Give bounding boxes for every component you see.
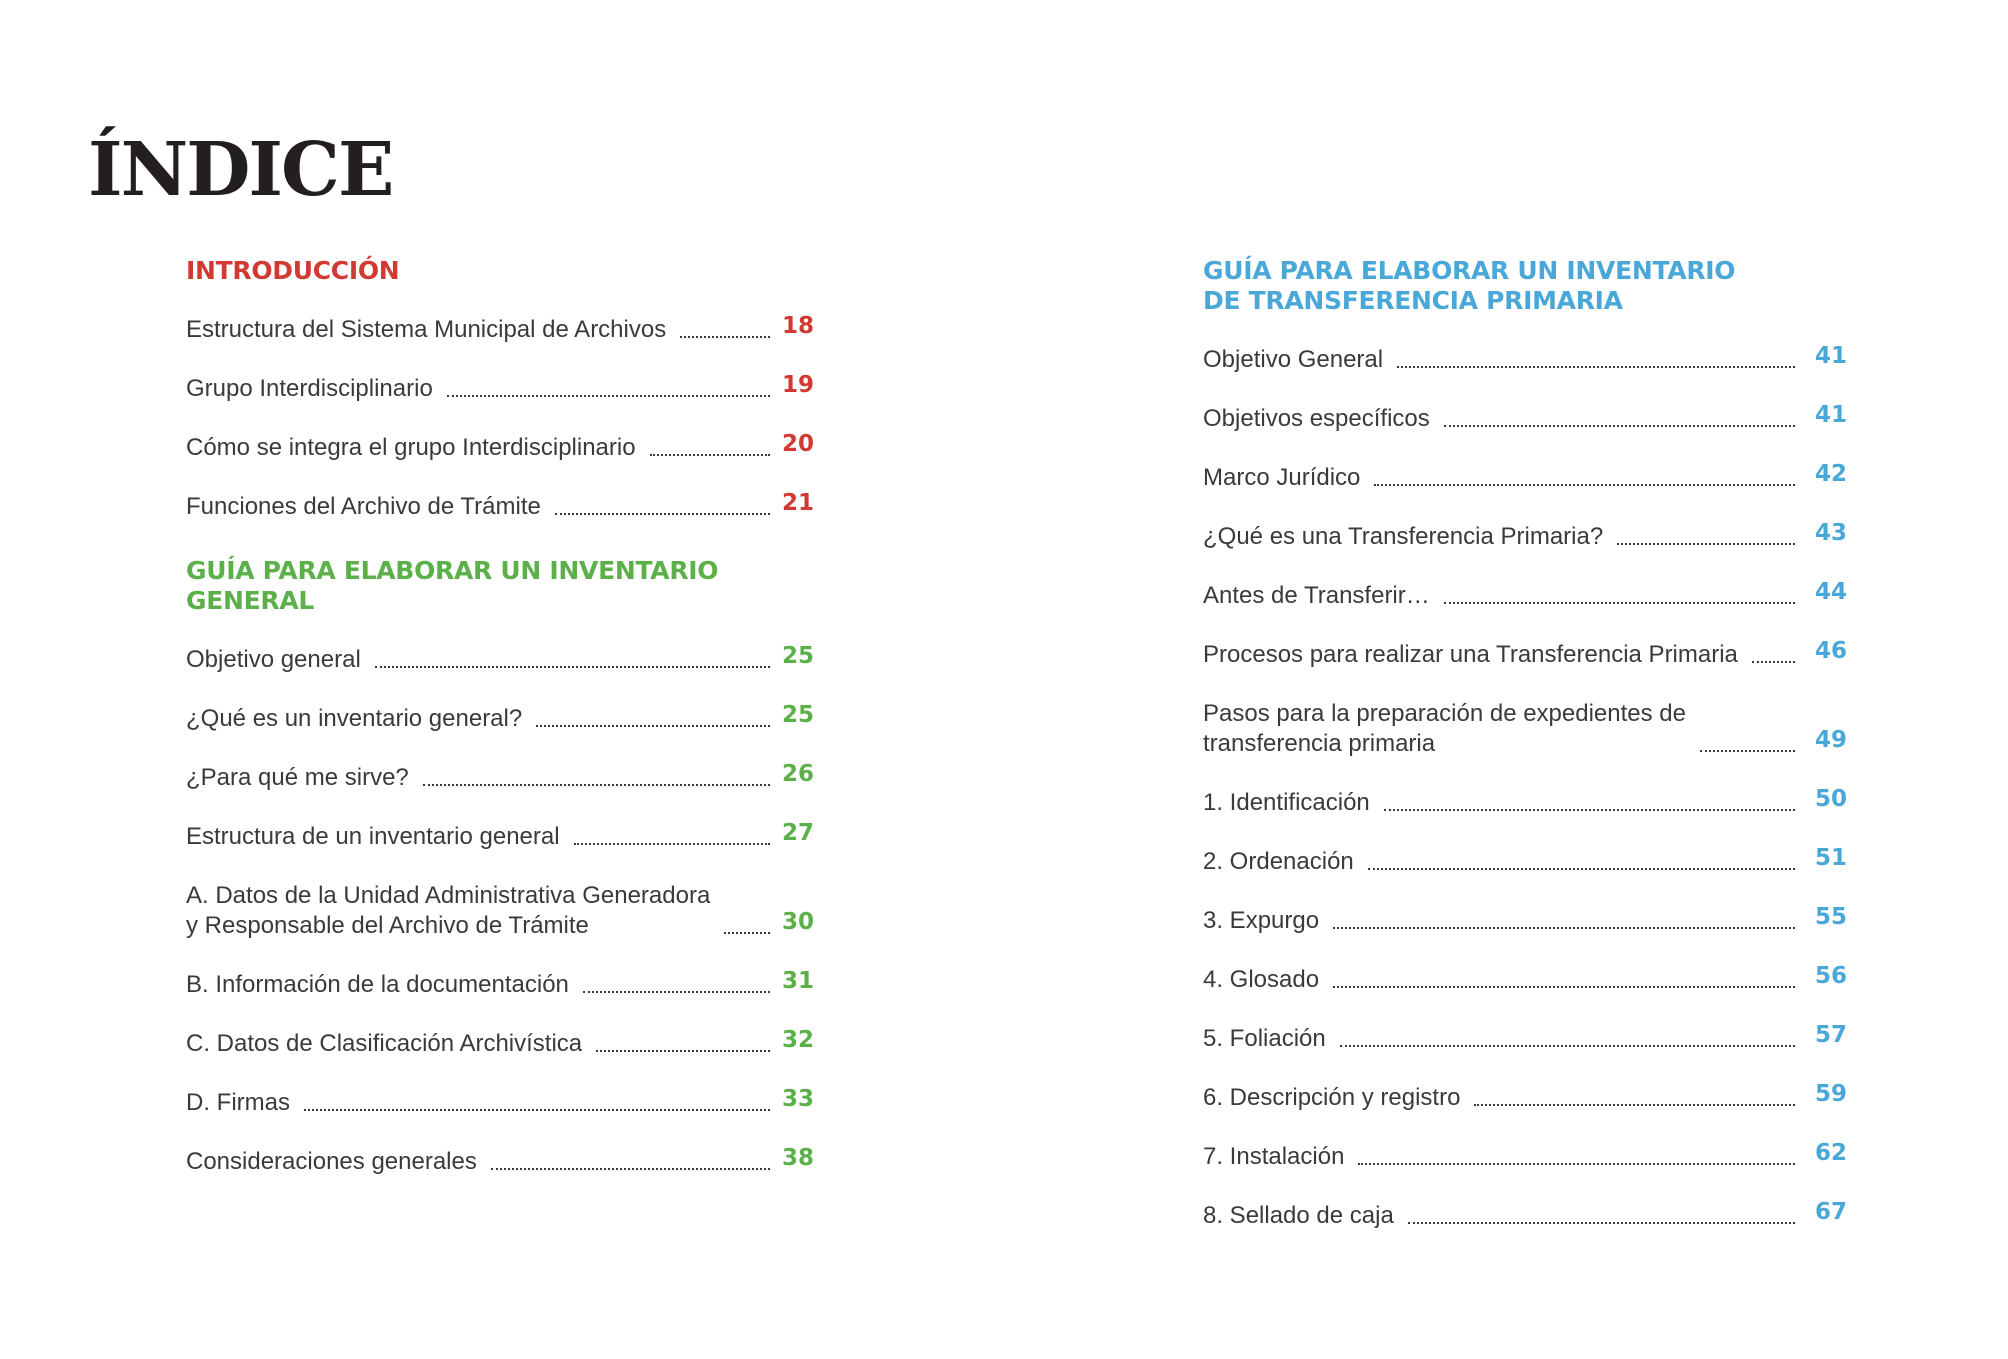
toc-entry[interactable] [1203, 463, 1851, 493]
toc-entry[interactable] [186, 822, 828, 852]
section-heading-introduction: INTRODUCCIÓN [186, 256, 400, 285]
toc-entry-text: Objetivo General [1203, 346, 1384, 373]
toc-entry-text: C. Datos de Clasificación Archivística [186, 1030, 583, 1057]
toc-entry[interactable] [186, 374, 828, 404]
toc-page-number: 49 [1815, 727, 1848, 753]
toc-page-number: 20 [782, 431, 815, 457]
toc-page-number: 43 [1815, 520, 1848, 546]
toc-page-number: 33 [782, 1086, 815, 1112]
toc-entry-text: Objetivos específicos [1203, 405, 1430, 432]
toc-dot-leader [375, 666, 770, 668]
toc-page-number: 26 [782, 761, 815, 787]
toc-page-number: 62 [1815, 1140, 1848, 1166]
page-title: ÍNDICE [88, 127, 393, 213]
toc-entry[interactable] [1203, 404, 1851, 434]
toc-entry-text: 8. Sellado de caja [1203, 1202, 1394, 1229]
toc-entry-text: 3. Expurgo [1203, 907, 1320, 934]
toc-page-number: 31 [782, 968, 815, 994]
toc-entry-text: Objetivo general [186, 646, 361, 673]
toc-entry[interactable] [186, 1088, 828, 1118]
toc-page-number: 27 [782, 820, 815, 846]
toc-dot-leader [1617, 543, 1795, 545]
toc-dot-leader [1700, 750, 1795, 752]
toc-dot-leader [1368, 868, 1795, 870]
toc-list-transfer-inventory [1203, 345, 1851, 1231]
toc-dot-leader [1333, 986, 1795, 988]
toc-entry-text: Funciones del Archivo de Trámite [186, 493, 541, 520]
toc-entry-text: A. Datos de la Unidad Administrativa Generadora y Responsable del Archivo de Trámite [186, 882, 711, 939]
section-heading-line: DE TRANSFERENCIA PRIMARIA [1203, 286, 1623, 315]
toc-dot-leader [1444, 425, 1795, 427]
toc-entry-text: D. Firmas [186, 1089, 290, 1116]
toc-list-introduction [186, 315, 828, 522]
toc-entry[interactable] [186, 881, 828, 941]
toc-dot-leader [583, 991, 770, 993]
toc-entry-text: Consideraciones generales [186, 1148, 477, 1175]
toc-entry-text: Procesos para realizar una Transferencia Primaria [1203, 641, 1738, 668]
toc-page-number: 55 [1815, 904, 1848, 930]
toc-page-number: 51 [1815, 845, 1848, 871]
toc-dot-leader [536, 725, 770, 727]
toc-entry[interactable] [186, 645, 828, 675]
toc-entry[interactable] [1203, 699, 1851, 759]
toc-page-number: 50 [1815, 786, 1848, 812]
toc-dot-leader [555, 513, 770, 515]
toc-entry-text: 2. Ordenación [1203, 848, 1354, 875]
toc-entry[interactable] [1203, 1083, 1851, 1113]
toc-page-number: 25 [782, 702, 815, 728]
toc-page-number: 56 [1815, 963, 1848, 989]
toc-dot-leader [574, 843, 770, 845]
toc-page-number: 41 [1815, 402, 1848, 428]
toc-dot-leader [1444, 602, 1795, 604]
toc-dot-leader [491, 1168, 770, 1170]
toc-entry-text: Pasos para la preparación de expedientes de transferencia primaria [1203, 700, 1686, 757]
toc-entry-text: 7. Instalación [1203, 1143, 1345, 1170]
toc-dot-leader [1340, 1045, 1795, 1047]
toc-page-number: 57 [1815, 1022, 1848, 1048]
toc-dot-leader [680, 336, 770, 338]
toc-entry-text: 5. Foliación [1203, 1025, 1326, 1052]
toc-dot-leader [1752, 661, 1795, 663]
toc-entry[interactable] [1203, 847, 1851, 877]
toc-dot-leader [1358, 1163, 1795, 1165]
toc-entry-text: Cómo se integra el grupo Interdisciplinario [186, 434, 636, 461]
toc-page-number: 30 [782, 909, 815, 935]
toc-entry[interactable] [1203, 788, 1851, 818]
toc-dot-leader [423, 784, 770, 786]
toc-entry-text: Grupo Interdisciplinario [186, 375, 433, 402]
toc-dot-leader [1474, 1104, 1795, 1106]
toc-entry[interactable] [1203, 906, 1851, 936]
toc-entry[interactable] [1203, 522, 1851, 552]
toc-page-number: 19 [782, 372, 815, 398]
toc-entry[interactable] [1203, 1201, 1851, 1231]
toc-entry-text: Marco Jurídico [1203, 464, 1361, 491]
toc-entry[interactable] [1203, 1024, 1851, 1054]
toc-entry[interactable] [186, 1029, 828, 1059]
toc-entry-text: ¿Qué es un inventario general? [186, 705, 523, 732]
toc-entry-text: 1. Identificación [1203, 789, 1370, 816]
toc-entry[interactable] [186, 763, 828, 793]
toc-entry-text: 6. Descripción y registro [1203, 1084, 1461, 1111]
toc-entry[interactable] [1203, 640, 1851, 670]
toc-page-number: 38 [782, 1145, 815, 1171]
toc-dot-leader [1408, 1222, 1795, 1224]
toc-entry[interactable] [1203, 1142, 1851, 1172]
toc-entry[interactable] [186, 433, 828, 463]
toc-page-number: 67 [1815, 1199, 1848, 1225]
toc-dot-leader [724, 932, 770, 934]
toc-page-number: 42 [1815, 461, 1848, 487]
toc-dot-leader [447, 395, 770, 397]
right-column [1203, 256, 1851, 1260]
left-column [186, 256, 828, 1206]
toc-entry[interactable] [1203, 965, 1851, 995]
toc-page-number: 18 [782, 313, 815, 339]
toc-dot-leader [1333, 927, 1795, 929]
section-heading-general-inventory: GUÍA PARA ELABORAR UN INVENTARIO GENERAL [186, 556, 719, 615]
toc-entry[interactable] [186, 1147, 828, 1177]
toc-entry[interactable] [1203, 581, 1851, 611]
toc-page-number: 41 [1815, 343, 1848, 369]
toc-entry[interactable] [186, 704, 828, 734]
toc-page-number: 32 [782, 1027, 815, 1053]
toc-dot-leader [1397, 366, 1795, 368]
toc-entry[interactable] [186, 492, 828, 522]
toc-entry[interactable] [1203, 345, 1851, 375]
toc-page-number: 21 [782, 490, 815, 516]
toc-entry-text: Estructura de un inventario general [186, 823, 560, 850]
toc-entry[interactable] [186, 970, 828, 1000]
toc-page-number: 25 [782, 643, 815, 669]
section-heading-line: GUÍA PARA ELABORAR UN INVENTARIO [1203, 256, 1736, 285]
toc-entry-text: ¿Para qué me sirve? [186, 764, 409, 791]
toc-list-general-inventory [186, 645, 828, 1177]
toc-dot-leader [1374, 484, 1795, 486]
toc-entry-text: ¿Qué es una Transferencia Primaria? [1203, 523, 1604, 550]
toc-entry-text: 4. Glosado [1203, 966, 1320, 993]
toc-entry-text: Antes de Transferir… [1203, 582, 1430, 609]
toc-dot-leader [650, 454, 770, 456]
toc-page-number: 46 [1815, 638, 1848, 664]
toc-dot-leader [1384, 809, 1795, 811]
toc-entry[interactable] [186, 315, 828, 345]
toc-entry-text: B. Información de la documentación [186, 971, 569, 998]
toc-page-number: 59 [1815, 1081, 1848, 1107]
toc-dot-leader [596, 1050, 770, 1052]
toc-dot-leader [304, 1109, 770, 1111]
toc-entry-text: Estructura del Sistema Municipal de Archivos [186, 316, 667, 343]
section-heading-transfer-inventory [1203, 256, 1851, 316]
toc-page-number: 44 [1815, 579, 1848, 605]
